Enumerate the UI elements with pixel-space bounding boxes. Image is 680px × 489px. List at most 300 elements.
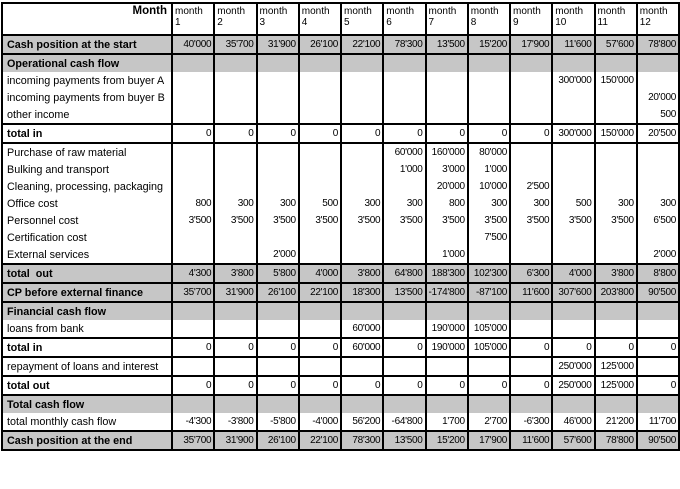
cell-total-cash-flow-month-8 bbox=[468, 395, 510, 413]
cell-total-cash-flow-month-1 bbox=[172, 395, 214, 413]
cell-total-in-operational-month-9: 0 bbox=[510, 124, 552, 143]
table-row-repayment-loans-interest bbox=[2, 357, 679, 376]
cell-certification-cost-month-8: 7'500 bbox=[468, 229, 510, 246]
cell-financial-cash-flow-month-8 bbox=[468, 302, 510, 320]
cell-bulking-and-transport-month-12 bbox=[637, 161, 679, 178]
cell-external-services-month-3: 2'000 bbox=[257, 246, 299, 264]
cell-total-cash-flow-month-3 bbox=[257, 395, 299, 413]
cell-bulking-and-transport-month-3 bbox=[257, 161, 299, 178]
cell-total-cash-flow-month-9 bbox=[510, 395, 552, 413]
cell-incoming-payments-buyer-a-month-1 bbox=[172, 72, 214, 89]
cell-total-cash-flow-month-12 bbox=[637, 395, 679, 413]
cell-personnel-cost-month-9: 3'500 bbox=[510, 212, 552, 229]
cell-certification-cost-month-11 bbox=[595, 229, 637, 246]
cell-total-out-financial-month-4: 0 bbox=[299, 376, 341, 395]
cell-loans-from-bank-month-10 bbox=[552, 320, 594, 338]
row-label-purchase-raw-material: Purchase of raw material bbox=[2, 143, 172, 161]
cell-loans-from-bank-month-8: 105'000 bbox=[468, 320, 510, 338]
cell-other-income-month-2 bbox=[214, 106, 256, 124]
row-label-cash-position-end: Cash position at the end bbox=[2, 431, 172, 450]
cell-operational-cash-flow-month-8 bbox=[468, 54, 510, 72]
cell-total-in-operational-month-7: 0 bbox=[426, 124, 468, 143]
cell-certification-cost-month-10 bbox=[552, 229, 594, 246]
row-label-repayment-loans-interest: repayment of loans and interest bbox=[2, 357, 172, 376]
row-label-office-cost: Office cost bbox=[2, 195, 172, 212]
month-column-header-4: month 4 bbox=[299, 3, 341, 35]
cell-external-services-month-6 bbox=[383, 246, 425, 264]
cell-incoming-payments-buyer-b-month-3 bbox=[257, 89, 299, 106]
cell-cleaning-processing-packaging-month-11 bbox=[595, 178, 637, 195]
cell-cleaning-processing-packaging-month-8: 10'000 bbox=[468, 178, 510, 195]
row-label-incoming-payments-buyer-a: incoming payments from buyer A bbox=[2, 72, 172, 89]
cell-total-out-financial-month-7: 0 bbox=[426, 376, 468, 395]
cell-total-in-operational-month-5: 0 bbox=[341, 124, 383, 143]
cell-office-cost-month-12: 300 bbox=[637, 195, 679, 212]
row-label-external-services: External services bbox=[2, 246, 172, 264]
cell-operational-cash-flow-month-10 bbox=[552, 54, 594, 72]
cell-cash-position-end-month-12: 90'500 bbox=[637, 431, 679, 450]
cell-financial-cash-flow-month-12 bbox=[637, 302, 679, 320]
cell-cash-position-start-month-8: 15'200 bbox=[468, 35, 510, 54]
cell-purchase-raw-material-month-4 bbox=[299, 143, 341, 161]
cell-repayment-loans-interest-month-1 bbox=[172, 357, 214, 376]
cell-cleaning-processing-packaging-month-4 bbox=[299, 178, 341, 195]
cell-office-cost-month-10: 500 bbox=[552, 195, 594, 212]
cell-financial-cash-flow-month-11 bbox=[595, 302, 637, 320]
cell-office-cost-month-4: 500 bbox=[299, 195, 341, 212]
cell-personnel-cost-month-1: 3'500 bbox=[172, 212, 214, 229]
cell-cleaning-processing-packaging-month-7: 20'000 bbox=[426, 178, 468, 195]
cell-cleaning-processing-packaging-month-3 bbox=[257, 178, 299, 195]
cell-operational-cash-flow-month-5 bbox=[341, 54, 383, 72]
cell-operational-cash-flow-month-12 bbox=[637, 54, 679, 72]
cell-cp-before-external-finance-month-12: 90'500 bbox=[637, 283, 679, 302]
cell-purchase-raw-material-month-10 bbox=[552, 143, 594, 161]
cell-total-out-financial-month-1: 0 bbox=[172, 376, 214, 395]
cell-total-in-operational-month-2: 0 bbox=[214, 124, 256, 143]
cell-total-out-financial-month-6: 0 bbox=[383, 376, 425, 395]
cell-incoming-payments-buyer-b-month-6 bbox=[383, 89, 425, 106]
cell-total-out-financial-month-2: 0 bbox=[214, 376, 256, 395]
cell-total-out-operational-month-10: 4'000 bbox=[552, 264, 594, 283]
cell-incoming-payments-buyer-a-month-5 bbox=[341, 72, 383, 89]
cell-cp-before-external-finance-month-7: -174'800 bbox=[426, 283, 468, 302]
cell-loans-from-bank-month-2 bbox=[214, 320, 256, 338]
cell-cp-before-external-finance-month-3: 26'100 bbox=[257, 283, 299, 302]
header-row bbox=[2, 3, 679, 35]
cell-other-income-month-3 bbox=[257, 106, 299, 124]
month-column-header-12: month 12 bbox=[637, 3, 679, 35]
cell-total-in-financial-month-10: 0 bbox=[552, 338, 594, 357]
cell-total-out-operational-month-12: 8'800 bbox=[637, 264, 679, 283]
cell-loans-from-bank-month-5: 60'000 bbox=[341, 320, 383, 338]
cell-repayment-loans-interest-month-6 bbox=[383, 357, 425, 376]
cell-office-cost-month-7: 800 bbox=[426, 195, 468, 212]
cell-incoming-payments-buyer-a-month-3 bbox=[257, 72, 299, 89]
cell-operational-cash-flow-month-4 bbox=[299, 54, 341, 72]
cell-cash-position-start-month-1: 40'000 bbox=[172, 35, 214, 54]
cell-total-in-financial-month-11: 0 bbox=[595, 338, 637, 357]
cell-other-income-month-4 bbox=[299, 106, 341, 124]
cell-total-in-financial-month-6: 0 bbox=[383, 338, 425, 357]
cell-bulking-and-transport-month-7: 3'000 bbox=[426, 161, 468, 178]
cell-financial-cash-flow-month-2 bbox=[214, 302, 256, 320]
cell-total-in-operational-month-6: 0 bbox=[383, 124, 425, 143]
cell-external-services-month-7: 1'000 bbox=[426, 246, 468, 264]
row-label-other-income: other income bbox=[2, 106, 172, 124]
table-row-personnel-cost bbox=[2, 212, 679, 229]
cell-total-monthly-cash-flow-month-5: 56'200 bbox=[341, 413, 383, 431]
cell-total-in-financial-month-7: 190'000 bbox=[426, 338, 468, 357]
cell-total-out-operational-month-9: 6'300 bbox=[510, 264, 552, 283]
cell-total-out-operational-month-7: 188'300 bbox=[426, 264, 468, 283]
cell-total-out-financial-month-10: 250'000 bbox=[552, 376, 594, 395]
table-row-total-cash-flow bbox=[2, 395, 679, 413]
cell-repayment-loans-interest-month-7 bbox=[426, 357, 468, 376]
cell-bulking-and-transport-month-1 bbox=[172, 161, 214, 178]
cell-cash-position-start-month-10: 11'600 bbox=[552, 35, 594, 54]
cell-incoming-payments-buyer-b-month-7 bbox=[426, 89, 468, 106]
cell-financial-cash-flow-month-5 bbox=[341, 302, 383, 320]
cell-repayment-loans-interest-month-11: 125'000 bbox=[595, 357, 637, 376]
cell-cash-position-end-month-11: 78'800 bbox=[595, 431, 637, 450]
cell-total-in-operational-month-1: 0 bbox=[172, 124, 214, 143]
row-label-loans-from-bank: loans from bank bbox=[2, 320, 172, 338]
cell-incoming-payments-buyer-a-month-7 bbox=[426, 72, 468, 89]
cell-total-monthly-cash-flow-month-6: -64'800 bbox=[383, 413, 425, 431]
cell-loans-from-bank-month-7: 190'000 bbox=[426, 320, 468, 338]
cell-other-income-month-8 bbox=[468, 106, 510, 124]
cell-total-monthly-cash-flow-month-12: 11'700 bbox=[637, 413, 679, 431]
cell-operational-cash-flow-month-6 bbox=[383, 54, 425, 72]
cell-external-services-month-5 bbox=[341, 246, 383, 264]
cell-certification-cost-month-1 bbox=[172, 229, 214, 246]
cell-total-in-operational-month-12: 20'500 bbox=[637, 124, 679, 143]
cell-office-cost-month-8: 300 bbox=[468, 195, 510, 212]
cell-financial-cash-flow-month-1 bbox=[172, 302, 214, 320]
cell-incoming-payments-buyer-b-month-5 bbox=[341, 89, 383, 106]
cell-incoming-payments-buyer-b-month-12: 20'000 bbox=[637, 89, 679, 106]
cell-cp-before-external-finance-month-9: 11'600 bbox=[510, 283, 552, 302]
cell-loans-from-bank-month-11 bbox=[595, 320, 637, 338]
cell-incoming-payments-buyer-b-month-4 bbox=[299, 89, 341, 106]
cell-incoming-payments-buyer-a-month-11: 150'000 bbox=[595, 72, 637, 89]
cell-incoming-payments-buyer-a-month-8 bbox=[468, 72, 510, 89]
cell-operational-cash-flow-month-9 bbox=[510, 54, 552, 72]
cell-operational-cash-flow-month-1 bbox=[172, 54, 214, 72]
cell-purchase-raw-material-month-1 bbox=[172, 143, 214, 161]
cell-financial-cash-flow-month-10 bbox=[552, 302, 594, 320]
cell-cash-position-start-month-6: 78'300 bbox=[383, 35, 425, 54]
month-column-header-8: month 8 bbox=[468, 3, 510, 35]
cell-cp-before-external-finance-month-1: 35'700 bbox=[172, 283, 214, 302]
cell-cp-before-external-finance-month-4: 22'100 bbox=[299, 283, 341, 302]
cell-total-out-financial-month-11: 125'000 bbox=[595, 376, 637, 395]
cashflow-table bbox=[1, 2, 680, 451]
cell-financial-cash-flow-month-7 bbox=[426, 302, 468, 320]
cell-total-in-operational-month-3: 0 bbox=[257, 124, 299, 143]
cell-cash-position-end-month-2: 31'900 bbox=[214, 431, 256, 450]
month-column-header-1: month 1 bbox=[172, 3, 214, 35]
cell-purchase-raw-material-month-6: 60'000 bbox=[383, 143, 425, 161]
table-row-certification-cost bbox=[2, 229, 679, 246]
row-label-operational-cash-flow: Operational cash flow bbox=[2, 54, 172, 72]
cell-external-services-month-9 bbox=[510, 246, 552, 264]
row-label-total-out-financial: total out bbox=[2, 376, 172, 395]
cell-total-out-operational-month-5: 3'800 bbox=[341, 264, 383, 283]
cell-personnel-cost-month-11: 3'500 bbox=[595, 212, 637, 229]
cell-certification-cost-month-6 bbox=[383, 229, 425, 246]
cell-total-cash-flow-month-6 bbox=[383, 395, 425, 413]
cell-cash-position-start-month-5: 22'100 bbox=[341, 35, 383, 54]
cell-bulking-and-transport-month-10 bbox=[552, 161, 594, 178]
cell-total-in-operational-month-8: 0 bbox=[468, 124, 510, 143]
cell-cleaning-processing-packaging-month-12 bbox=[637, 178, 679, 195]
table-row-cash-position-start bbox=[2, 35, 679, 54]
cell-total-monthly-cash-flow-month-7: 1'700 bbox=[426, 413, 468, 431]
cell-cp-before-external-finance-month-11: 203'800 bbox=[595, 283, 637, 302]
cell-purchase-raw-material-month-7: 160'000 bbox=[426, 143, 468, 161]
cell-loans-from-bank-month-12 bbox=[637, 320, 679, 338]
cell-repayment-loans-interest-month-9 bbox=[510, 357, 552, 376]
cell-incoming-payments-buyer-b-month-1 bbox=[172, 89, 214, 106]
cell-loans-from-bank-month-4 bbox=[299, 320, 341, 338]
cell-financial-cash-flow-month-6 bbox=[383, 302, 425, 320]
cell-cp-before-external-finance-month-2: 31'900 bbox=[214, 283, 256, 302]
table-row-bulking-and-transport bbox=[2, 161, 679, 178]
cell-total-out-operational-month-4: 4'000 bbox=[299, 264, 341, 283]
cell-personnel-cost-month-4: 3'500 bbox=[299, 212, 341, 229]
cell-operational-cash-flow-month-11 bbox=[595, 54, 637, 72]
cell-cash-position-end-month-9: 11'600 bbox=[510, 431, 552, 450]
cell-cleaning-processing-packaging-month-5 bbox=[341, 178, 383, 195]
cell-repayment-loans-interest-month-12 bbox=[637, 357, 679, 376]
cell-personnel-cost-month-3: 3'500 bbox=[257, 212, 299, 229]
row-label-incoming-payments-buyer-b: incoming payments from buyer B bbox=[2, 89, 172, 106]
cell-bulking-and-transport-month-8: 1'000 bbox=[468, 161, 510, 178]
row-label-certification-cost: Certification cost bbox=[2, 229, 172, 246]
cell-total-out-operational-month-8: 102'300 bbox=[468, 264, 510, 283]
cell-repayment-loans-interest-month-4 bbox=[299, 357, 341, 376]
cell-total-cash-flow-month-7 bbox=[426, 395, 468, 413]
cell-purchase-raw-material-month-9 bbox=[510, 143, 552, 161]
cell-loans-from-bank-month-9 bbox=[510, 320, 552, 338]
cell-total-out-operational-month-6: 64'800 bbox=[383, 264, 425, 283]
cell-financial-cash-flow-month-3 bbox=[257, 302, 299, 320]
cell-purchase-raw-material-month-8: 80'000 bbox=[468, 143, 510, 161]
cell-cash-position-end-month-3: 26'100 bbox=[257, 431, 299, 450]
cell-external-services-month-2 bbox=[214, 246, 256, 264]
cell-total-cash-flow-month-11 bbox=[595, 395, 637, 413]
cell-total-monthly-cash-flow-month-4: -4'000 bbox=[299, 413, 341, 431]
cell-personnel-cost-month-5: 3'500 bbox=[341, 212, 383, 229]
cell-total-in-financial-month-2: 0 bbox=[214, 338, 256, 357]
cell-incoming-payments-buyer-b-month-9 bbox=[510, 89, 552, 106]
cell-incoming-payments-buyer-b-month-10 bbox=[552, 89, 594, 106]
row-label-cash-position-start: Cash position at the start bbox=[2, 35, 172, 54]
row-label-total-in-financial: total in bbox=[2, 338, 172, 357]
cell-repayment-loans-interest-month-3 bbox=[257, 357, 299, 376]
table-body bbox=[2, 35, 679, 450]
cell-total-cash-flow-month-5 bbox=[341, 395, 383, 413]
cell-operational-cash-flow-month-2 bbox=[214, 54, 256, 72]
month-column-header-5: month 5 bbox=[341, 3, 383, 35]
cell-other-income-month-5 bbox=[341, 106, 383, 124]
cell-total-out-operational-month-11: 3'800 bbox=[595, 264, 637, 283]
cell-cash-position-start-month-12: 78'800 bbox=[637, 35, 679, 54]
table-row-cleaning-processing-packaging bbox=[2, 178, 679, 195]
cell-incoming-payments-buyer-a-month-4 bbox=[299, 72, 341, 89]
cell-cash-position-end-month-1: 35'700 bbox=[172, 431, 214, 450]
cell-purchase-raw-material-month-2 bbox=[214, 143, 256, 161]
cell-total-out-operational-month-2: 3'800 bbox=[214, 264, 256, 283]
cell-cash-position-end-month-5: 78'300 bbox=[341, 431, 383, 450]
table-row-purchase-raw-material bbox=[2, 143, 679, 161]
cell-external-services-month-8 bbox=[468, 246, 510, 264]
cell-external-services-month-1 bbox=[172, 246, 214, 264]
cell-other-income-month-12: 500 bbox=[637, 106, 679, 124]
table-row-other-income bbox=[2, 106, 679, 124]
table-row-external-services bbox=[2, 246, 679, 264]
cell-cash-position-start-month-2: 35'700 bbox=[214, 35, 256, 54]
cell-total-cash-flow-month-2 bbox=[214, 395, 256, 413]
cell-cash-position-end-month-4: 22'100 bbox=[299, 431, 341, 450]
cell-other-income-month-11 bbox=[595, 106, 637, 124]
table-row-total-in-operational bbox=[2, 124, 679, 143]
cell-other-income-month-6 bbox=[383, 106, 425, 124]
row-label-cp-before-external-finance: CP before external finance bbox=[2, 283, 172, 302]
cell-cash-position-start-month-11: 57'600 bbox=[595, 35, 637, 54]
cell-office-cost-month-2: 300 bbox=[214, 195, 256, 212]
cell-cash-position-start-month-7: 13'500 bbox=[426, 35, 468, 54]
cell-total-monthly-cash-flow-month-1: -4'300 bbox=[172, 413, 214, 431]
cell-total-monthly-cash-flow-month-10: 46'000 bbox=[552, 413, 594, 431]
cell-cp-before-external-finance-month-5: 18'300 bbox=[341, 283, 383, 302]
cell-personnel-cost-month-6: 3'500 bbox=[383, 212, 425, 229]
cell-cp-before-external-finance-month-6: 13'500 bbox=[383, 283, 425, 302]
cell-office-cost-month-5: 300 bbox=[341, 195, 383, 212]
cell-total-cash-flow-month-4 bbox=[299, 395, 341, 413]
cell-certification-cost-month-9 bbox=[510, 229, 552, 246]
cell-total-in-operational-month-4: 0 bbox=[299, 124, 341, 143]
table-row-total-out-financial bbox=[2, 376, 679, 395]
table-row-total-in-financial bbox=[2, 338, 679, 357]
cell-total-in-financial-month-8: 105'000 bbox=[468, 338, 510, 357]
cell-bulking-and-transport-month-5 bbox=[341, 161, 383, 178]
cell-personnel-cost-month-2: 3'500 bbox=[214, 212, 256, 229]
month-corner-header: Month bbox=[2, 3, 172, 35]
cell-cp-before-external-finance-month-8: -87'100 bbox=[468, 283, 510, 302]
cell-operational-cash-flow-month-7 bbox=[426, 54, 468, 72]
row-label-personnel-cost: Personnel cost bbox=[2, 212, 172, 229]
cell-office-cost-month-6: 300 bbox=[383, 195, 425, 212]
cell-incoming-payments-buyer-a-month-9 bbox=[510, 72, 552, 89]
cell-certification-cost-month-7 bbox=[426, 229, 468, 246]
cell-repayment-loans-interest-month-10: 250'000 bbox=[552, 357, 594, 376]
cell-incoming-payments-buyer-a-month-6 bbox=[383, 72, 425, 89]
cell-purchase-raw-material-month-5 bbox=[341, 143, 383, 161]
cell-total-in-financial-month-4: 0 bbox=[299, 338, 341, 357]
cell-total-out-financial-month-9: 0 bbox=[510, 376, 552, 395]
cell-personnel-cost-month-8: 3'500 bbox=[468, 212, 510, 229]
cell-external-services-month-12: 2'000 bbox=[637, 246, 679, 264]
cell-external-services-month-10 bbox=[552, 246, 594, 264]
cell-total-monthly-cash-flow-month-3: -5'800 bbox=[257, 413, 299, 431]
cell-financial-cash-flow-month-4 bbox=[299, 302, 341, 320]
table-row-financial-cash-flow bbox=[2, 302, 679, 320]
cell-total-out-financial-month-12: 0 bbox=[637, 376, 679, 395]
cell-cash-position-start-month-4: 26'100 bbox=[299, 35, 341, 54]
cell-cash-position-end-month-7: 15'200 bbox=[426, 431, 468, 450]
row-label-bulking-and-transport: Bulking and transport bbox=[2, 161, 172, 178]
cell-other-income-month-10 bbox=[552, 106, 594, 124]
cell-total-out-operational-month-3: 5'800 bbox=[257, 264, 299, 283]
row-label-financial-cash-flow: Financial cash flow bbox=[2, 302, 172, 320]
cell-bulking-and-transport-month-9 bbox=[510, 161, 552, 178]
cell-other-income-month-7 bbox=[426, 106, 468, 124]
table-row-loans-from-bank bbox=[2, 320, 679, 338]
cell-loans-from-bank-month-6 bbox=[383, 320, 425, 338]
cell-certification-cost-month-5 bbox=[341, 229, 383, 246]
cell-purchase-raw-material-month-3 bbox=[257, 143, 299, 161]
cell-incoming-payments-buyer-a-month-2 bbox=[214, 72, 256, 89]
month-column-header-6: month 6 bbox=[383, 3, 425, 35]
cell-loans-from-bank-month-1 bbox=[172, 320, 214, 338]
table-row-incoming-payments-buyer-a bbox=[2, 72, 679, 89]
cell-bulking-and-transport-month-11 bbox=[595, 161, 637, 178]
cell-external-services-month-4 bbox=[299, 246, 341, 264]
cell-operational-cash-flow-month-3 bbox=[257, 54, 299, 72]
month-column-header-3: month 3 bbox=[257, 3, 299, 35]
cell-cleaning-processing-packaging-month-6 bbox=[383, 178, 425, 195]
cell-loans-from-bank-month-3 bbox=[257, 320, 299, 338]
cell-incoming-payments-buyer-a-month-10: 300'000 bbox=[552, 72, 594, 89]
row-label-total-out-operational: total out bbox=[2, 264, 172, 283]
cell-external-services-month-11 bbox=[595, 246, 637, 264]
cell-total-in-operational-month-11: 150'000 bbox=[595, 124, 637, 143]
cell-financial-cash-flow-month-9 bbox=[510, 302, 552, 320]
cell-bulking-and-transport-month-4 bbox=[299, 161, 341, 178]
cell-office-cost-month-1: 800 bbox=[172, 195, 214, 212]
cell-bulking-and-transport-month-2 bbox=[214, 161, 256, 178]
cell-cash-position-end-month-6: 13'500 bbox=[383, 431, 425, 450]
cell-total-in-financial-month-5: 60'000 bbox=[341, 338, 383, 357]
cell-cp-before-external-finance-month-10: 307'600 bbox=[552, 283, 594, 302]
row-label-cleaning-processing-packaging: Cleaning, processing, packaging bbox=[2, 178, 172, 195]
table-row-office-cost bbox=[2, 195, 679, 212]
cell-cash-position-end-month-10: 57'600 bbox=[552, 431, 594, 450]
cell-other-income-month-1 bbox=[172, 106, 214, 124]
row-label-total-cash-flow: Total cash flow bbox=[2, 395, 172, 413]
cell-total-out-operational-month-1: 4'300 bbox=[172, 264, 214, 283]
cell-purchase-raw-material-month-11 bbox=[595, 143, 637, 161]
cell-total-out-financial-month-5: 0 bbox=[341, 376, 383, 395]
cell-other-income-month-9 bbox=[510, 106, 552, 124]
cell-repayment-loans-interest-month-2 bbox=[214, 357, 256, 376]
cell-bulking-and-transport-month-6: 1'000 bbox=[383, 161, 425, 178]
cell-total-in-financial-month-9: 0 bbox=[510, 338, 552, 357]
cell-repayment-loans-interest-month-8 bbox=[468, 357, 510, 376]
cell-office-cost-month-3: 300 bbox=[257, 195, 299, 212]
table-row-cash-position-end bbox=[2, 431, 679, 450]
cell-total-in-financial-month-3: 0 bbox=[257, 338, 299, 357]
cell-incoming-payments-buyer-b-month-8 bbox=[468, 89, 510, 106]
table-row-incoming-payments-buyer-b bbox=[2, 89, 679, 106]
cell-certification-cost-month-2 bbox=[214, 229, 256, 246]
row-label-total-monthly-cash-flow: total monthly cash flow bbox=[2, 413, 172, 431]
cell-incoming-payments-buyer-a-month-12 bbox=[637, 72, 679, 89]
cell-total-cash-flow-month-10 bbox=[552, 395, 594, 413]
